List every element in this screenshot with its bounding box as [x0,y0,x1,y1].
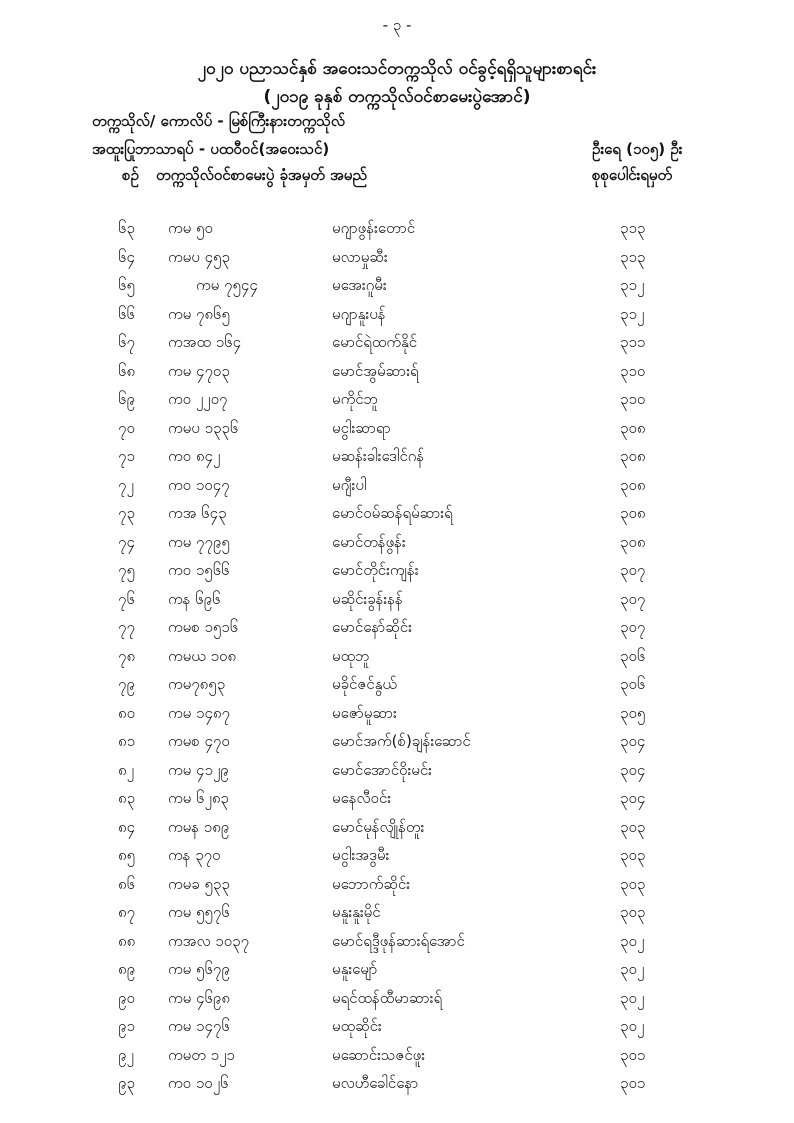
university-line: တက္ကသိုလ်/ ကောလိပ် - မြစ်ကြီးနားတက္ကသိုလ် [92,112,345,130]
table-row [0,272,794,301]
table-row [0,928,794,957]
roll-number: ကမ ၁၄၇၆ [168,1017,230,1035]
row-number: ၆၉ [118,390,135,408]
total-score: ၃၁၀ [620,361,646,380]
row-number: ၆၃ [118,219,135,237]
total-score: ၃၀၅ [620,703,646,722]
roll-number: ကမန ၁၈၉ [168,817,230,836]
total-score: ၃၁၁ [620,333,646,351]
table-row [0,814,794,843]
student-name: မနူးမျော် [332,960,378,978]
total-score: ၃၁၃ [620,219,646,237]
student-name: မောင်မုန်လျိုန်တူး [332,817,425,836]
total-score: ၃၀၇ [620,618,646,636]
student-name: မဆိုင်းခွန်းနန် [332,589,403,608]
row-number: ၇၄ [118,532,135,551]
roll-number: ကမတ ၁၂၁ [168,1045,235,1064]
total-score: ၃၀၈ [620,504,646,522]
table-row [0,443,794,472]
page-number: - ၃ - [382,16,412,34]
student-name: မဆန်းခါးဒေါင်ဂန် [332,447,425,465]
roll-number: ကမ ၄၇၀၃ [168,361,230,380]
row-number: ၆၄ [118,247,135,266]
table-row [0,700,794,729]
row-number: ၈၇ [118,903,136,921]
total-score: ၃၁၂ [620,304,645,323]
roll-number: ကအလ ၁၀၃၇ [168,931,250,950]
student-name: မောင်အောင်ဝိုးမင်း [332,760,432,779]
total-score: ၃၀၂ [620,1017,645,1035]
student-name: မကိုင်ဘူ [332,390,379,408]
total-score: ၃၀၂ [620,960,645,978]
student-name: မောင်ဝမ်ဆန်ရမ်ဆားရ် [332,504,453,522]
student-name: မောင်ရဒ္ဒီဖုန်ဆားရ်အောင် [332,931,465,950]
total-score: ၃၀၄ [620,760,646,779]
row-number: ၈၅ [118,846,136,864]
row-number: ၇၂ [118,475,134,494]
document-title: ၂၀၂၀ ပညာသင်နှစ် အဝေးသင်တက္ကသိုလ် ဝင်ခွင့်ရရှိသူများစာရင်း [197,59,597,79]
total-score: ၃၀၈ [620,475,646,494]
column-header-name: အမည် [330,166,367,184]
table-row [0,386,794,415]
table-row [0,244,794,273]
table-row [0,956,794,985]
student-name: မထုဘူ [332,646,370,665]
roll-number: ကမ ၇၅၄၄ [196,276,258,294]
roll-number: ကဝ ၁၀၄၇ [168,475,230,494]
row-number: ၆၅ [118,276,135,294]
student-name: မောင်အွမ်ဆားရ် [332,361,419,380]
student-name: မခိုင်ဇင်နွယ် [332,675,397,693]
table-row [0,899,794,928]
table-row [0,415,794,444]
roll-number: ကမပ ၄၅၃ [168,247,230,266]
table-row [0,358,794,387]
row-number: ၇၈ [118,646,136,665]
row-number: ၆၇ [118,333,135,351]
table-row [0,614,794,643]
student-name: မနေလီဝင်း [332,789,392,807]
total-score: ၃၀၈ [620,532,646,551]
table-row [0,785,794,814]
document-subtitle: (၂၀၁၉ ခုနှစ် တက္ကသိုလ်ဝင်စာမေးပွဲအောင်) [263,87,531,107]
row-number: ၈၉ [118,960,136,978]
roll-number: ကမ ၆၂၈၃ [168,789,229,807]
row-number: ၈၀ [118,703,136,722]
table-row [0,301,794,330]
row-number: ၉၁ [118,1017,135,1035]
table-row [0,500,794,529]
student-name: မောင်တိုင်းကျန်း [332,561,419,579]
total-score: ၃၀၂ [620,931,645,950]
table-row [0,985,794,1014]
table-row [0,529,794,558]
table-row [0,329,794,358]
student-name: မောင်တန်ဖွန်း [332,532,406,551]
student-name: မထုဆိုင်း [332,1017,382,1035]
table-row [0,842,794,871]
student-name: မဂျာဖွန်းတောင် [332,219,416,237]
student-name: မငွါးအဒွမီး [332,846,390,864]
table-row [0,728,794,757]
total-score: ၃၀၇ [620,589,646,608]
row-number: ၈၁ [118,732,136,750]
student-name: မလဟီခေါင်နော [332,1074,419,1092]
roll-number: ကမစ ၁၅၁၆ [168,618,239,636]
roll-number: ကအထ ၁၆၄ [168,333,242,351]
row-number: ၇၉ [118,675,135,693]
table-row [0,557,794,586]
table-row [0,871,794,900]
total-score: ၃၀၄ [620,732,646,750]
total-score: ၃၁၃ [620,247,646,266]
total-score: ၃၀၃ [620,817,646,836]
student-name: မဘောက်ဆိုင်း [332,874,411,893]
roll-number: ကမ ၅၅၇၆ [168,903,230,921]
roll-number: ကမ ၄၆၉၈ [168,988,230,1007]
table-row [0,757,794,786]
student-name: မဇော်မူဆား [332,703,397,722]
table-row [0,671,794,700]
row-number: ၆၆ [118,304,135,323]
roll-number: ကမခ ၅၃၃ [168,874,230,893]
row-number: ၇၁ [118,447,135,465]
column-header-total: စုစုပေါင်းရမှတ် [592,166,673,184]
row-number: ၇၆ [118,589,135,608]
student-count: ဦးရေ (၁၀၅) ဦး [592,140,683,158]
total-score: ၃၁၂ [620,276,645,294]
row-number: ၇၀ [118,418,135,437]
results-table [0,215,794,1099]
student-name: မဆောင်းသဇင်ဖူး [332,1045,426,1064]
table-row [0,1042,794,1071]
total-score: ၃၀၃ [620,874,646,893]
roll-number: ကမ ၄၁၂၉ [168,760,229,779]
row-number: ၇၇ [118,618,135,636]
row-number: ၉၃ [118,1074,135,1092]
row-number: ၈၄ [118,817,136,836]
roll-number: ကဝ ၁၅၆၆ [168,561,230,579]
roll-number: ကမပ ၁၃၃၆ [168,418,239,437]
table-row [0,586,794,615]
table-row [0,643,794,672]
roll-number: ကဝ ၂၂၀၇ [168,390,228,408]
student-name: မဂျာနူးပန် [332,304,386,323]
roll-number: ကမယ ၁၀၈ [168,646,237,665]
student-name: မလာမှုဆီး [332,247,388,266]
row-number: ၉၀ [118,988,135,1007]
student-name: မောင်ရဲထက်နိုင် [332,333,418,351]
roll-number: ကမ ၅၆၇၉ [168,960,230,978]
roll-number: ကမ၇၈၅၃ [168,675,226,693]
student-name: မဂျီးပါ [332,475,367,494]
row-number: ၇၃ [118,504,135,522]
roll-number: ကဝ ၁၀၂၆ [168,1074,229,1092]
roll-number: ကန ၃၇၀ [168,846,221,864]
major-subject-line: အထူးပြုဘာသာရပ် - ပထဝီဝင်(အဝေးသင်) [92,140,330,158]
table-row [0,1070,794,1099]
total-score: ၃၀၂ [620,988,645,1007]
roll-number: ကအ ၆၄၃ [168,504,227,522]
roll-number: ကမ ၇၇၉၅ [168,532,230,551]
roll-number: ကမစ ၄၇၀ [168,732,230,750]
total-score: ၃၀၁ [620,1074,646,1092]
roll-number: ကမ ၅၀ [168,219,213,237]
student-name: မရင်ထန်ထီမာဆားရ် [332,988,443,1007]
row-number: ၈၈ [118,931,136,950]
roll-number: ကန ၆၉၆ [168,589,221,608]
row-number: ၈၂ [118,760,134,779]
roll-number: ကမ ၁၄၈၇ [168,703,230,722]
table-row [0,472,794,501]
row-number: ၈၆ [118,874,136,893]
total-score: ၃၀၄ [620,789,646,807]
total-score: ၃၀၈ [620,418,646,437]
student-name: မနူးနူးမိုင် [332,903,381,921]
table-row [0,1013,794,1042]
row-number: ၇၅ [118,561,135,579]
total-score: ၃၀၈ [620,447,646,465]
total-score: ၃၀၁ [620,1045,646,1064]
total-score: ၃၁၀ [620,390,646,408]
student-name: မောင်နော်ဆိုင်း [332,618,412,636]
student-name: မောင်အက်(စ်)ချန်းဆောင် [332,732,471,750]
roll-number: ကဝ ၈၄၂ [168,447,221,465]
row-number: ၉၂ [118,1045,134,1064]
column-header-roll: တက္ကသိုလ်ဝင်စာမေးပွဲ ခုံအမှတ် [156,166,325,184]
roll-number: ကမ ၇၈၆၅ [168,304,230,323]
row-number: ၆၈ [118,361,136,380]
total-score: ၃၀၇ [620,561,646,579]
table-row [0,215,794,244]
column-header-no: စဉ် [122,166,139,184]
total-score: ၃၀၃ [620,846,646,864]
total-score: ၃၀၆ [620,646,646,665]
total-score: ၃၀၆ [620,675,646,693]
row-number: ၈၃ [118,789,136,807]
total-score: ၃၀၃ [620,903,646,921]
student-name: မငွါးဆာရာ [332,418,391,437]
student-name: မအေးဂူမီး [332,276,387,294]
